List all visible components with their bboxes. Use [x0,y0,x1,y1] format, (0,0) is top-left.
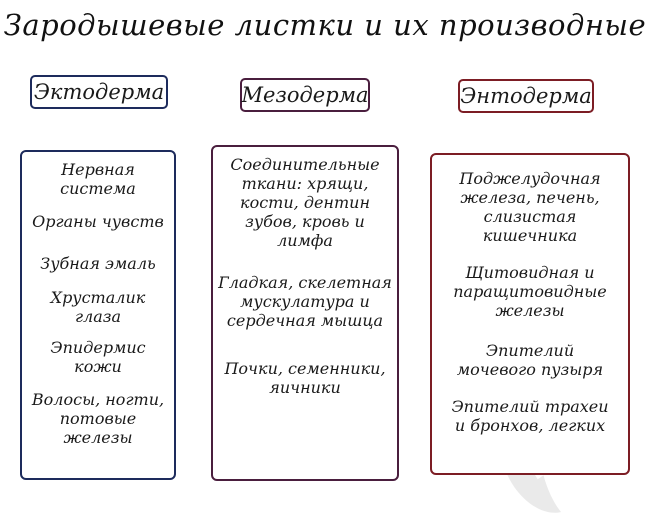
ectoderm-derivatives-box [20,150,176,480]
ectoderm-item: Зубная эмаль [40,254,156,273]
endoderm-item: Эпителий трахеи и бронхов, легких [451,397,609,435]
endoderm-derivatives-box [430,153,630,475]
endoderm-item: Поджелудочная железа, печень, слизистая кишечника [459,169,601,245]
ectoderm-item: Нервная система [60,160,136,198]
ectoderm-item: Хрусталик глаза [50,288,146,326]
page-title: Зародышевые листки и их производные [3,8,647,42]
endoderm-item: Эпителий мочевого пузыря [456,341,604,379]
mesoderm-item: Соединительные ткани: хрящи, кости, дентин зубов, кровь и лимфа [230,155,380,250]
mesoderm-item: Гладкая, скелетная мускулатура и сердечная мышца [218,273,392,330]
ectoderm-item: Эпидермис кожи [50,338,146,376]
header-mesoderm: Мезодерма [240,78,370,112]
endoderm-item: Щитовидная и паращитовидные железы [453,263,607,320]
ectoderm-item: Волосы, ногти, потовые железы [31,390,165,447]
mesoderm-item: Почки, семенники, яичники [224,359,386,397]
header-endoderm: Энтодерма [458,79,594,113]
ectoderm-item: Органы чувств [32,212,164,231]
mesoderm-derivatives-box [211,145,399,481]
header-ectoderm: Эктодерма [30,75,168,109]
